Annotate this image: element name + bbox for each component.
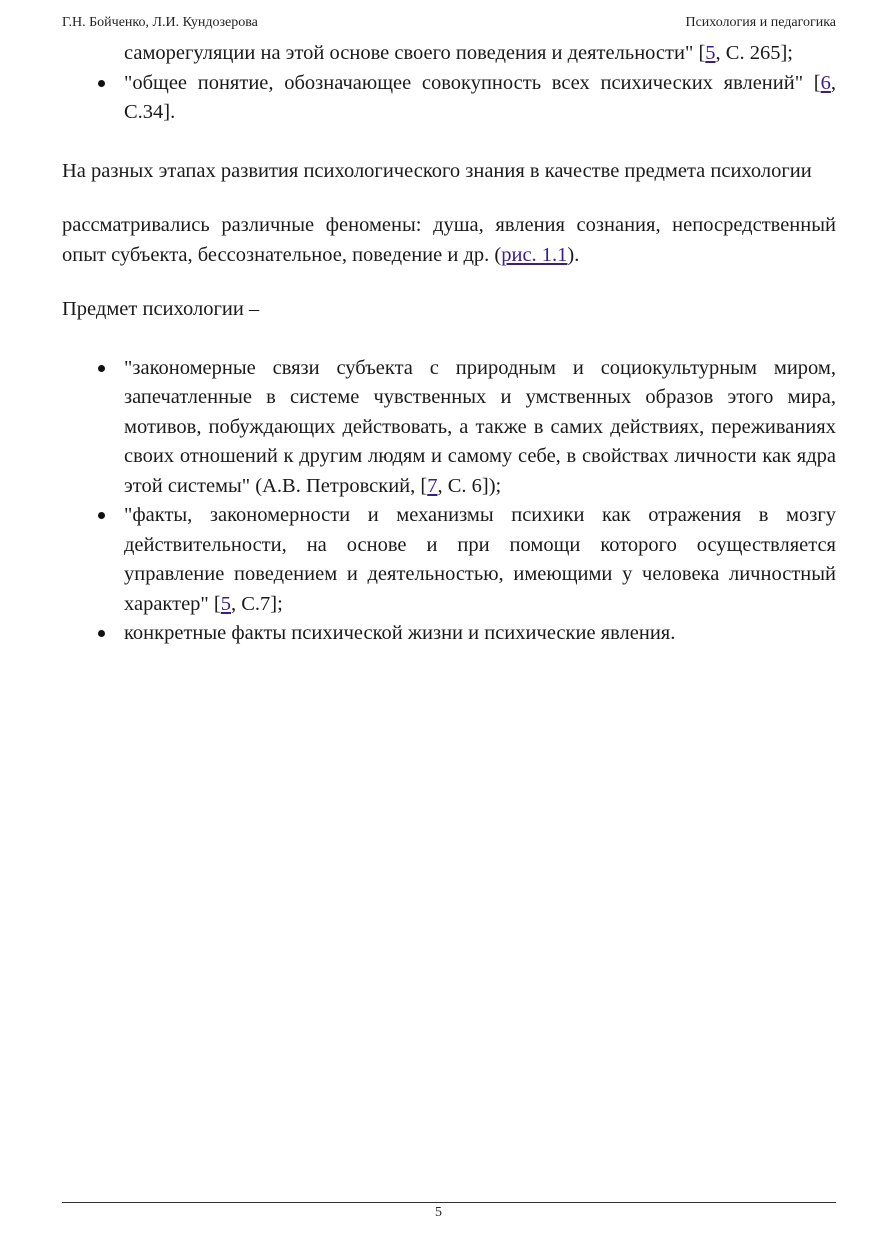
page-number: 5 xyxy=(435,1205,442,1220)
list-item: "закономерные связи субъекта с природным и социокультурным миром, запечатленные в системе чувственных и умственных образов этого мира, мотивов, побуждающих действовать, а также в самих действиях, переживаниях своих отношений к другим людям и самому себе, в свойствах личности как ядра этой системы" (А.В. Петровский, [7, С. 6]); xyxy=(62,354,836,502)
continued-list xyxy=(62,39,836,128)
paragraph: На разных этапах развития психологического знания в качестве предмета психологии xyxy=(62,159,812,182)
citation-link[interactable]: 5 xyxy=(705,42,716,64)
figure-link[interactable]: рис. 1.1 xyxy=(501,243,568,266)
page-header xyxy=(62,15,836,31)
page-content xyxy=(62,39,836,649)
subject-definitions-list xyxy=(62,354,836,649)
header-authors: Г.Н. Бойченко, Л.И. Кундозерова xyxy=(62,15,258,30)
list-item: "общее понятие, обозначающее совокупность всех психических явлений" [6, С.34]. xyxy=(62,69,836,128)
header-title: Психология и педагогика xyxy=(685,15,836,30)
paragraph: рассматривались различные феномены: душа, явления сознания, непосредственный опыт субъекта, бессознательное, поведение и др. (рис. 1.1). xyxy=(62,214,836,266)
citation-link[interactable]: 7 xyxy=(427,474,438,497)
citation-link[interactable]: 5 xyxy=(220,592,231,615)
list-item: конкретные факты психической жизни и психические явления. xyxy=(62,619,836,649)
list-item: "факты, закономерности и механизмы психики как отражения в мозгу действительности, на основе и при помощи которого осуществляется управление поведением и деятельностью, имеющими у человека личностный характер" [5, С.7]; xyxy=(62,501,836,619)
footer-divider xyxy=(62,1202,836,1203)
list-item: саморегуляции на этой основе своего поведения и деятельности" [5, С. 265]; xyxy=(124,42,793,64)
paragraph: Предмет психологии – xyxy=(62,298,260,320)
citation-link[interactable]: 6 xyxy=(820,71,831,94)
